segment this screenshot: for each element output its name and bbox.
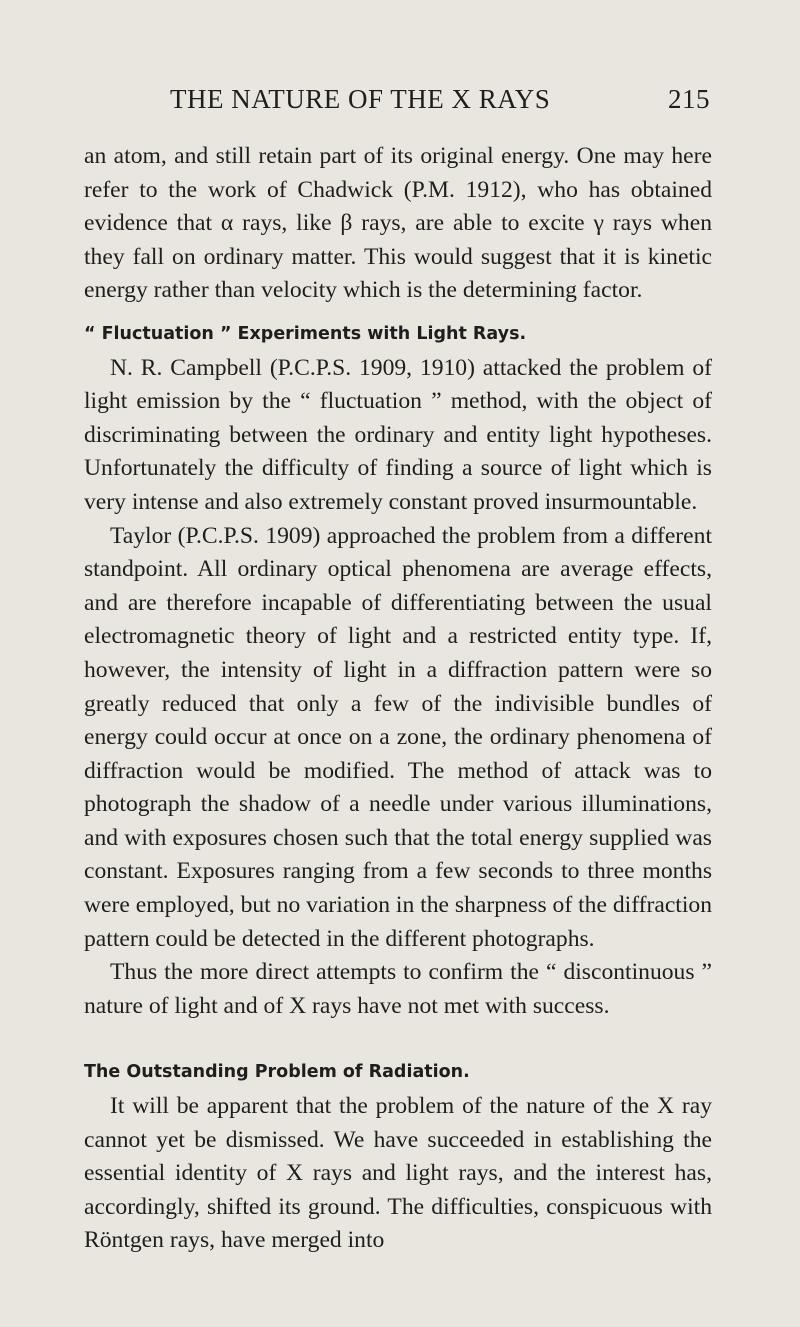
body-text: [84, 140, 712, 1258]
paragraph-continuation: an atom, and still retain part of its original energy. One may here refer to the work of Chadwick (P.M. 1912), who has obtained evidence that α rays, like β rays, are able to excite γ rays when they fall on ordinary matter. This would suggest that it is kinetic energy rather than velocity which is the determining factor.: [84, 143, 712, 304]
section-heading-fluctuation: “ Fluctuation ” Experiments with Light Rays.: [84, 323, 527, 344]
running-head: [170, 84, 710, 115]
paragraph-outstanding-problem: It will be apparent that the problem of the nature of the X ray cannot yet be dismissed. We have succeeded in establishing the essential identity of X rays and light rays, and the interest has, accordingly, shifted its ground. The difficulties, conspicuous with Röntgen rays, have merged into: [84, 1093, 712, 1254]
page-number: 215: [668, 84, 710, 114]
section-heading-outstanding-problem: The Outstanding Problem of Radiation.: [84, 1062, 470, 1083]
running-title: THE NATURE OF THE X RAYS: [170, 84, 551, 114]
paragraph-conclusion: Thus the more direct attempts to confirm the “ discontinuous ” nature of light and of X rays have not met with success.: [84, 959, 712, 1019]
paragraph-taylor: Taylor (P.C.P.S. 1909) approached the problem from a different standpoint. All ordinary optical phenomena are average effects, and are therefore incapable of differentiating between the usual electromagnetic theory of light and a restricted entity type. If, however, the intensity of light in a diffraction pattern were so greatly reduced that only a few of the indivisible bundles of energy could occur at once on a zone, the ordinary phenomena of diffraction would be modified. The method of attack was to photograph the shadow of a needle under various illuminations, and with exposures chosen such that the total energy supplied was constant. Exposures ranging from a few seconds to three months were employed, but no variation in the sharpness of the diffraction pattern could be detected in the different photographs.: [84, 522, 712, 952]
paragraph-campbell: N. R. Campbell (P.C.P.S. 1909, 1910) attacked the problem of light emission by the “ fluctuation ” method, with the object of discriminating between the ordinary and entity light hypotheses. Unfortunately the difficulty of finding a source of light which is very intense and also extremely constant proved insurmountable.: [84, 354, 712, 515]
